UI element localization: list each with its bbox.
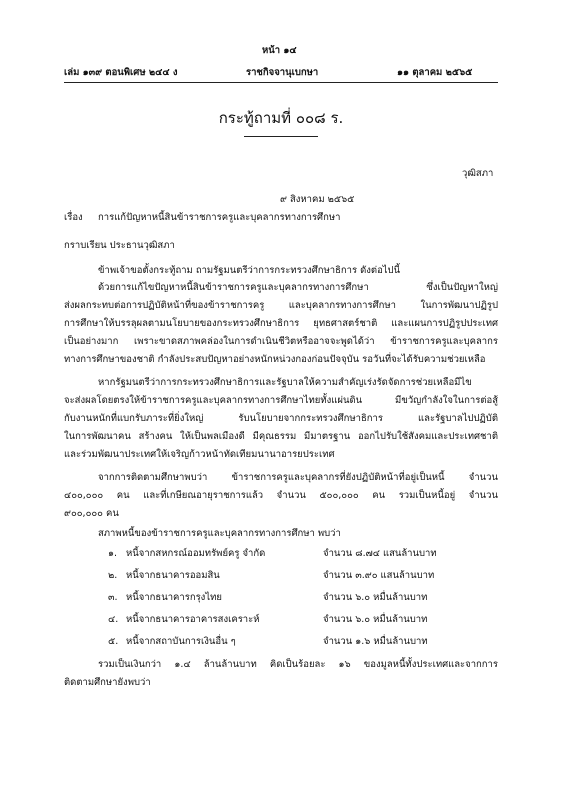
salutation: กราบเรียน ประธานวุฒิสภา [64,240,175,251]
debt-item-amount: จำนวน ๓.๙๐ แสนล้านบาท [323,570,435,581]
debt-item-name: หนี้จากธนาคารกรุงไทย [126,592,222,603]
paragraph-line: ๙๐๐,๐๐๐ คน [64,508,119,519]
debt-item-name: หนี้จากธนาคารออมสิน [126,570,220,581]
gazette-volume: เล่ม ๑๓๙ ตอนพิเศษ ๒๔๔ ง [64,67,178,78]
paragraph-line: จากการติดตามศึกษาพบว่า ข้าราชการครูและบุคลากรที่ยังปฏิบัติหน้าที่อยู่เป็นหนี้ จำนวน [98,472,498,483]
paragraph-line: และร่วมพัฒนาประเทศให้เจริญก้าวหน้าทัดเทียมนานาอารยประเทศ [64,449,335,460]
header-divider [64,82,498,83]
paragraph-line: ด้วยการแก้ไขปัญหาหนี้สินข้าราชการครูและบุคลากรทางการศึกษา ซึ่งเป็นปัญหาใหญ่ [98,282,498,293]
paragraph-line: ทางการศึกษาของชาติ กำลังประสบปัญหาอย่างหนักหน่วงกองก่อนปัจจุบัน รอวันที่จะได้รับความช่วยเหลือ [64,354,486,365]
paragraph-line: เป็นอย่างมาก เพราะขาดสภาพคล่องในการดำเนินชีวิตหรืออาจจะพูดได้ว่า ข้าราชการครูและบุคลากร [64,336,498,347]
title-underline [244,136,318,137]
page-number: หน้า ๑๔ [262,45,297,56]
body-intro: ข้าพเจ้าขอตั้งกระทู้ถาม ถามรัฐมนตรีว่าการกระทรวงศึกษาธิการ ดังต่อไปนี้ [98,265,401,276]
recipient: วุฒิสภา [462,168,494,179]
debt-item-name: หนี้จากธนาคารอาคารสงเคราะห์ [126,614,260,625]
debt-item-number: ๓. [108,592,118,603]
paragraph-line: รวมเป็นเงินกว่า ๑.๔ ล้านล้านบาท คิดเป็นร้อยละ ๑๖ ของมูลหนี้ทั้งประเทศและจากการ [98,659,498,670]
letter-date: ๙ สิงหาคม ๒๕๖๕ [280,194,355,205]
paragraph-line: ในการพัฒนาคน สร้างคน ให้เป็นพลเมืองดี มีคุณธรรม มีมาตรฐาน ออกไปรับใช้สังคมและประเทศชาติ [64,431,498,442]
paragraph-line: จะส่งผลโดยตรงให้ข้าราชการครูและบุคลากรทางการศึกษาไทยทั้งแผ่นดิน มีขวัญกำลังใจในการต่อสู้ [64,395,498,406]
debt-item-name: หนี้จากสถาบันการเงินอื่น ๆ [126,636,236,647]
paragraph-line: การศึกษาให้บรรลุผลตามนโยบายของกระทรวงศึกษาธิการ ยุทธศาสตร์ชาติ และแผนการปฏิรูปประเทศ [64,318,498,329]
debt-item-amount: จำนวน ๑.๖ หมื่นล้านบาท [323,636,428,647]
debt-item-number: ๕. [108,636,119,647]
debt-item-amount: จำนวน ๖.๐ หมื่นล้านบาท [323,592,428,603]
gazette-name: ราชกิจจานุเบกษา [246,67,319,78]
subject-text: การแก้ปัญหาหนี้สินข้าราชการครูและบุคลากรทางการศึกษา [98,212,341,223]
paragraph-line: หากรัฐมนตรีว่าการกระทรวงศึกษาธิการและรัฐบาลให้ความสำคัญเร่งรัดจัดการช่วยเหลือมีไข [98,377,472,388]
debt-item-amount: จำนวน ๘.๗๔ แสนล้านบาท [323,548,437,559]
paragraph-line: ติดตามศึกษายังพบว่า [64,677,151,688]
paragraph-line: ส่งผลกระทบต่อการปฏิบัติหน้าที่ของข้าราชการครู และบุคลากรทางการศึกษา ในการพัฒนาปฏิรูป [64,300,498,311]
page-title: กระทู้ถามที่ ๐๐๘ ร. [218,109,344,127]
debt-intro: สภาพหนี้ของข้าราชการครูและบุคลากรทางการศึกษา พบว่า [98,528,341,539]
debt-item-number: ๔. [108,614,119,625]
debt-item-number: ๑. [108,548,118,559]
paragraph-line: กับงานหนักที่แบกรับภาระที่ยิ่งใหญ่ รับนโยบายจากกระทรวงศึกษาธิการ และรัฐบาลไปปฏิบัติ [64,413,498,424]
debt-item-number: ๒. [108,570,118,581]
debt-item-amount: จำนวน ๖.๐ หมื่นล้านบาท [323,614,428,625]
gazette-date: ๑๑ ตุลาคม ๒๕๖๕ [397,67,473,78]
paragraph-line: ๔๐๐,๐๐๐ คน และที่เกษียณอายุราชการแล้ว จำนวน ๕๐๐,๐๐๐ คน รวมเป็นหนี้อยู่ จำนวน [64,490,498,501]
debt-item-name: หนี้จากสหกรณ์ออมทรัพย์ครู จำกัด [126,548,266,559]
subject-label: เรื่อง [64,212,83,223]
